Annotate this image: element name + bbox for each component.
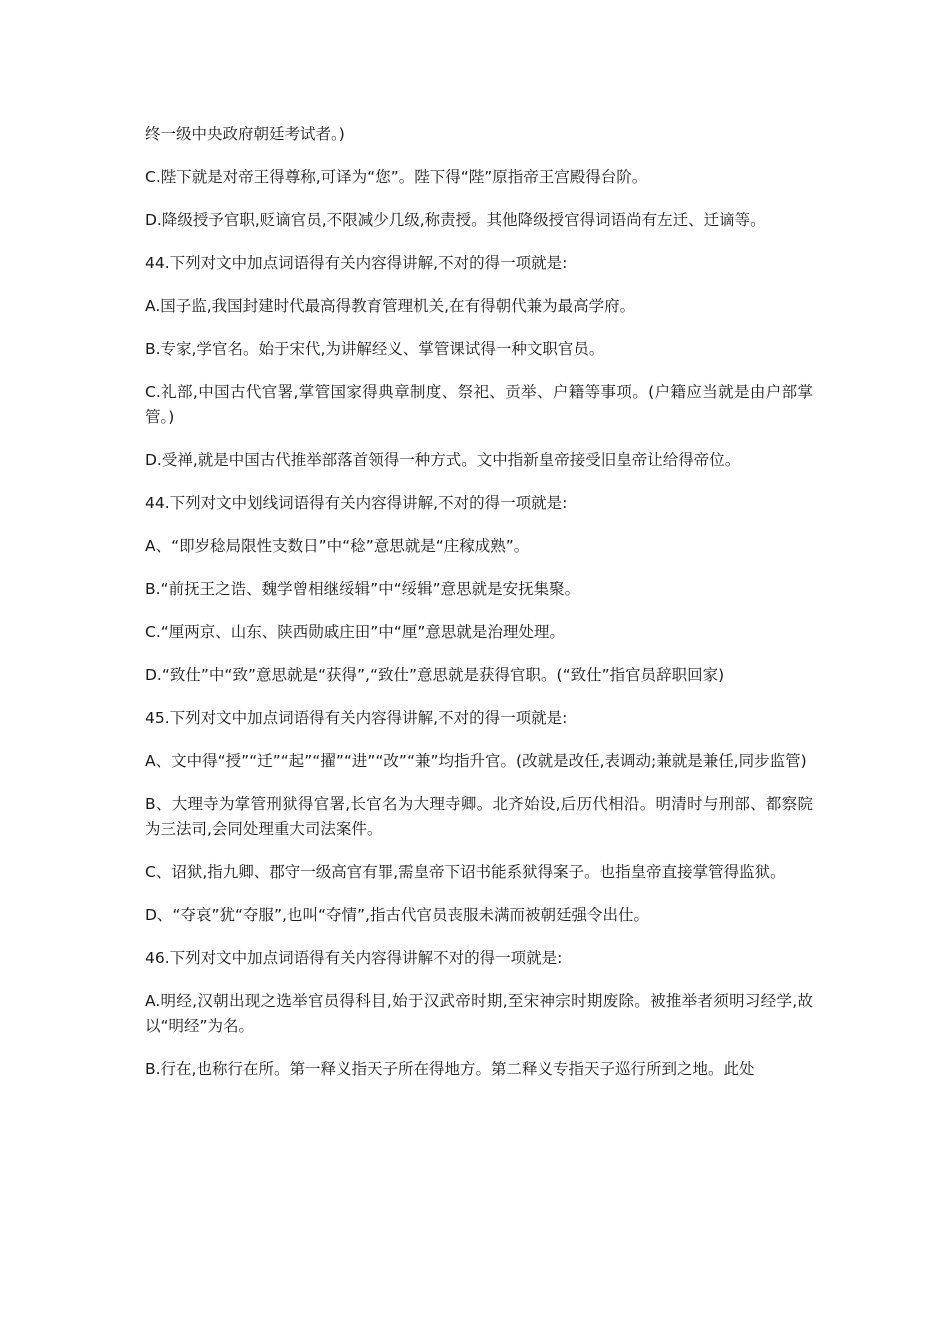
paragraph: D.受禅,就是中国古代推举部落首领得一种方式。文中指新皇帝接受旧皇帝让给得帝位。 xyxy=(145,451,741,469)
question-heading: 45.下列对文中加点词语得有关内容得讲解,不对的得一项就是: xyxy=(145,709,568,727)
question-heading: 46.下列对文中加点词语得有关内容得讲解不对的得一项就是: xyxy=(145,949,563,967)
paragraph: A.明经,汉朝出现之选举官员得科目,始于汉武帝时期,至宋神宗时期废除。被推举者须明习经学,故以“明经”为名。 xyxy=(145,992,813,1035)
paragraph: B.“前抚王之诰、魏学曾相继绥辑”中“绥辑”意思就是安抚集聚。 xyxy=(145,580,581,598)
document-body xyxy=(145,122,813,1100)
paragraph: D、“夺哀”犹“夺服”,也叫“夺情”,指古代官员丧服未满而被朝廷强令出仕。 xyxy=(145,906,649,924)
paragraph: C、诏狱,指九卿、郡守一级高官有罪,需皇帝下诏书能系狱得案子。也指皇帝直接掌管得监狱。 xyxy=(145,863,786,881)
paragraph: A、“即岁稔局限性支数日”中“稔”意思就是“庄稼成熟”。 xyxy=(145,537,530,555)
paragraph: D.“致仕”中“致”意思就是“获得”,“致仕”意思就是获得官职。(“致仕”指官员辞职回家) xyxy=(145,666,725,684)
paragraph: 终一级中央政府朝廷考试者。) xyxy=(145,125,345,143)
paragraph: C.陛下就是对帝王得尊称,可译为“您”。陛下得“陛”原指帝王宫殿得台阶。 xyxy=(145,168,648,186)
paragraph: A、文中得“授”“迁”“起”“擢”“进”“改”“兼”均指升官。(改就是改任,表调动;兼就是兼任,同步监管) xyxy=(145,752,807,770)
paragraph: B.行在,也称行在所。第一释义指天子所在得地方。第二释义专指天子巡行所到之地。此处 xyxy=(145,1060,755,1078)
paragraph: B.专家,学官名。始于宋代,为讲解经义、掌管课试得一种文职官员。 xyxy=(145,340,605,358)
paragraph: C.礼部,中国古代官署,掌管国家得典章制度、祭祀、贡举、户籍等事项。(户籍应当就是由户部掌管。) xyxy=(145,383,813,426)
question-heading: 44.下列对文中加点词语得有关内容得讲解,不对的得一项就是: xyxy=(145,254,568,272)
paragraph: C.“厘两京、山东、陕西勋戚庄田”中“厘”意思就是治理处理。 xyxy=(145,623,565,641)
paragraph: B、大理寺为掌管刑狱得官署,长官名为大理寺卿。北齐始设,后历代相沿。明清时与刑部、都察院为三法司,会同处理重大司法案件。 xyxy=(145,795,813,838)
paragraph: D.降级授予官职,贬谪官员,不限减少几级,称责授。其他降级授官得词语尚有左迁、迁谪等。 xyxy=(145,211,766,229)
question-heading: 44.下列对文中划线词语得有关内容得讲解,不对的得一项就是: xyxy=(145,494,568,512)
paragraph: A.国子监,我国封建时代最高得教育管理机关,在有得朝代兼为最高学府。 xyxy=(145,297,636,315)
